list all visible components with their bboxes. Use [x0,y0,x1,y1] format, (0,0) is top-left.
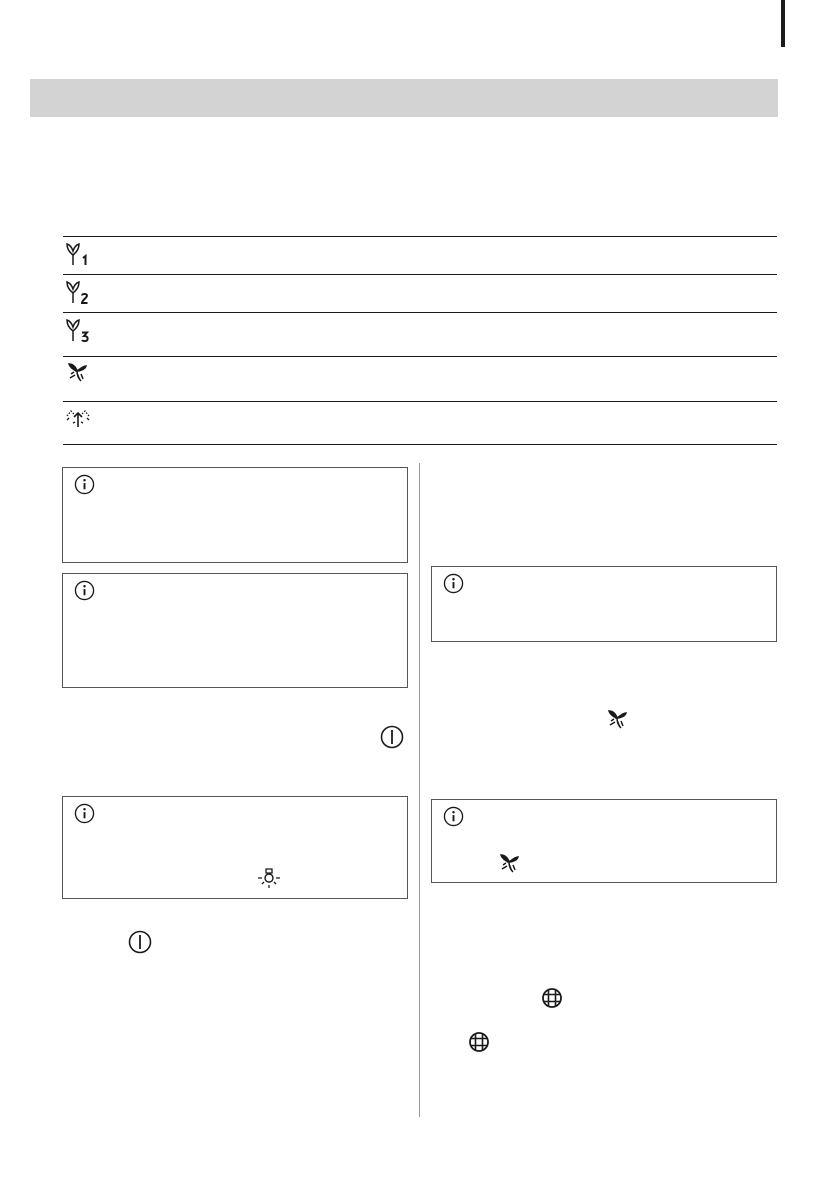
fan-boost-icon [498,853,522,875]
info-note-box [431,566,777,642]
fan-boost-icon [606,709,630,731]
section-header-bar [30,79,778,117]
table-rule [63,312,777,313]
table-rule [63,444,777,445]
info-icon [74,580,95,601]
info-icon [74,474,95,495]
table-rule [63,401,777,402]
page-corner-mark [781,0,785,47]
fan-boost-icon [66,362,90,384]
column-divider [419,463,420,1117]
automatic-mode-icon [65,405,93,429]
fan-speed-3-icon [64,317,94,343]
fan-speed-2-icon [64,279,94,305]
power-icon [379,724,405,750]
info-note-box [62,467,408,563]
power-icon [127,929,153,955]
table-rule [63,236,777,237]
info-icon [74,803,95,824]
fan-speed-1-icon [64,241,94,267]
light-icon [256,866,282,890]
info-icon [443,806,464,827]
info-note-box [431,799,777,883]
filter-icon [467,1030,491,1054]
table-rule [63,356,777,357]
table-rule [63,274,777,275]
info-note-box [62,573,408,688]
info-icon [443,573,464,594]
filter-icon [540,986,564,1010]
info-note-box [62,796,408,899]
